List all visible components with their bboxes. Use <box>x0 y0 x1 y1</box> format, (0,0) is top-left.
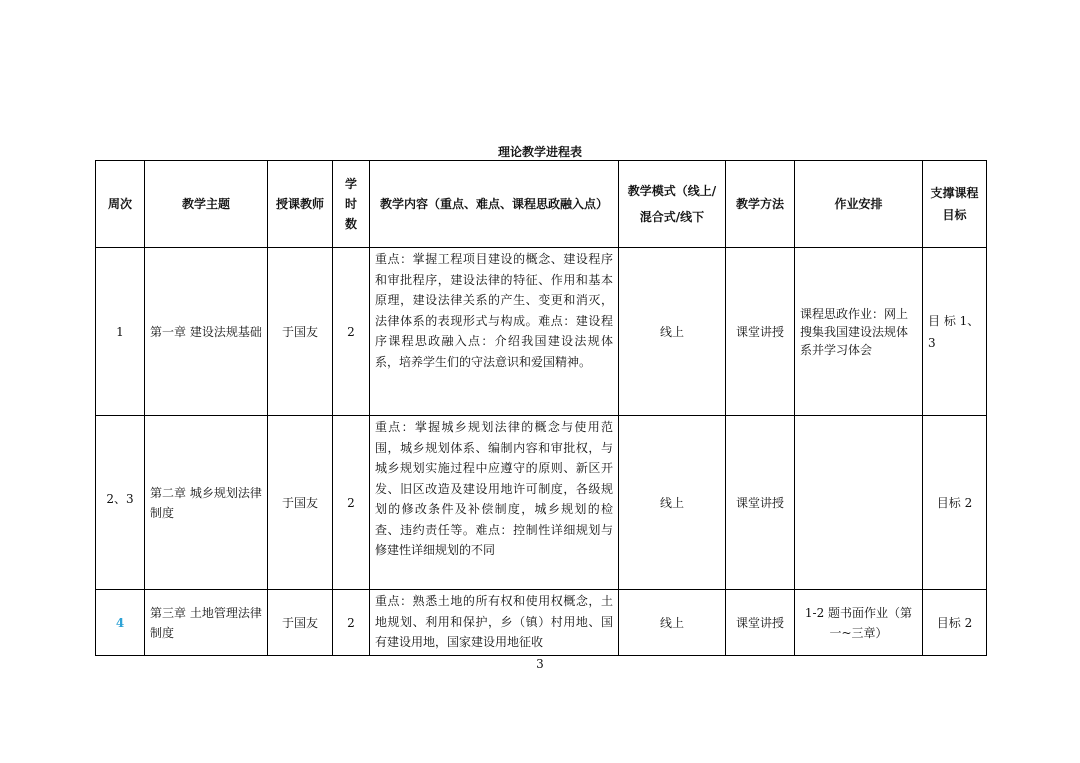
goal-cell: 目 标 1、3 <box>923 248 987 416</box>
mode-cell: 线上 <box>619 590 726 656</box>
week-cell: 2、3 <box>96 416 145 590</box>
table-row <box>96 590 987 656</box>
header-goal: 支撑课程目标 <box>923 161 987 248</box>
header-method: 教学方法 <box>726 161 795 248</box>
hours-cell: 2 <box>333 590 370 656</box>
teacher-cell: 于国友 <box>268 590 333 656</box>
header-content: 教学内容（重点、难点、课程思政融入点） <box>370 161 619 248</box>
header-teacher: 授课教师 <box>268 161 333 248</box>
teacher-cell: 于国友 <box>268 248 333 416</box>
header-topic: 教学主题 <box>145 161 268 248</box>
page-title: 理论教学进程表 <box>497 145 582 159</box>
method-cell: 课堂讲授 <box>726 248 795 416</box>
hours-cell: 2 <box>333 248 370 416</box>
week-cell: 4 <box>96 590 145 656</box>
content-cell: 重点：掌握城乡规划法律的概念与使用范围，城乡规划体系、编制内容和审批权，与城乡规划实施过程中应遵守的原则、新区开发、旧区改造及建设用地许可制度，各级规划的修改条件及补偿制度，城乡规划的检查、违约责任等。难点：控制性详细规划与修建性详细规划的不同 <box>370 416 619 590</box>
method-cell: 课堂讲授 <box>726 590 795 656</box>
page-number: 3 <box>536 657 544 671</box>
goal-cell: 目标 2 <box>923 416 987 590</box>
week-cell: 1 <box>96 248 145 416</box>
table-row <box>96 416 987 590</box>
method-cell: 课堂讲授 <box>726 416 795 590</box>
header-mode: 教学模式（线上/混合式/线下 <box>619 161 726 248</box>
mode-cell: 线上 <box>619 416 726 590</box>
table-row <box>96 248 987 416</box>
hours-cell: 2 <box>333 416 370 590</box>
homework-cell: 1-2 题书面作业（第一~三章） <box>795 590 923 656</box>
teaching-schedule-table <box>95 160 987 656</box>
content-cell: 重点：掌握工程项目建设的概念、建设程序和审批程序，建设法律的特征、作用和基本原理，建设法律关系的产生、变更和消灭，法律体系的表现形式与构成。难点：建设程序课程思政融入点：介绍我国建设法规体系，培养学生们的守法意识和爱国精神。 <box>370 248 619 416</box>
homework-cell: 课程思政作业：网上搜集我国建设法规体系并学习体会 <box>795 248 923 416</box>
header-row <box>96 161 987 248</box>
header-homework: 作业安排 <box>795 161 923 248</box>
mode-cell: 线上 <box>619 248 726 416</box>
topic-cell: 第二章 城乡规划法律制度 <box>145 416 268 590</box>
header-hours: 学时数 <box>333 161 370 248</box>
homework-cell <box>795 416 923 590</box>
teacher-cell: 于国友 <box>268 416 333 590</box>
goal-cell: 目标 2 <box>923 590 987 656</box>
topic-cell: 第三章 土地管理法律制度 <box>145 590 268 656</box>
content-cell: 重点：熟悉土地的所有权和使用权概念，土地规划、利用和保护，乡（镇）村用地、国有建设用地，国家建设用地征收 <box>370 590 619 656</box>
topic-cell: 第一章 建设法规基础 <box>145 248 268 416</box>
header-week: 周次 <box>96 161 145 248</box>
